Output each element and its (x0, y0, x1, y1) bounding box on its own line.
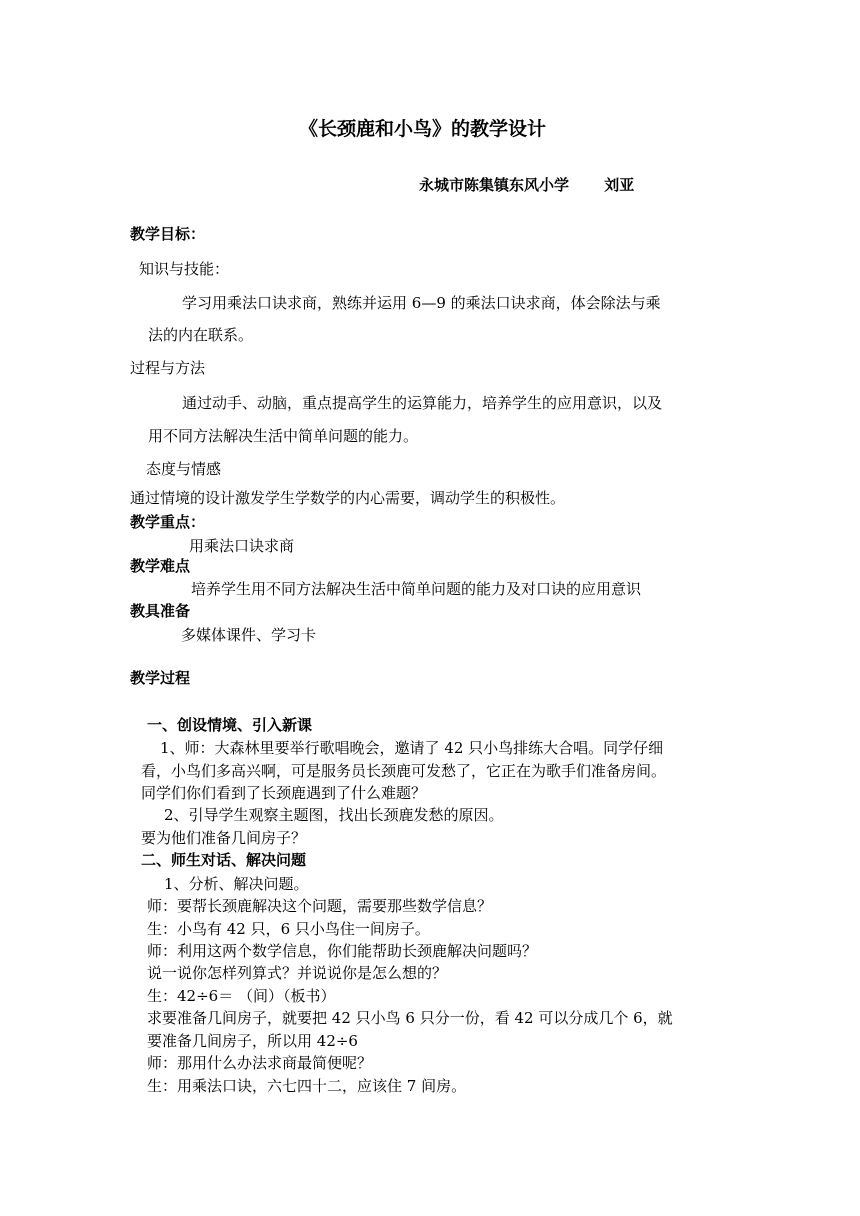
section-2-line-6: 生：42÷6＝ （间）（板书） (147, 987, 336, 1005)
section-1-line-5: 要为他们准备几间房子？ (141, 829, 307, 847)
section-2-line-5: 说一说你怎样列算式？并说说你是怎么想的？ (147, 964, 448, 982)
section-2-line-4: 师：利用这两个数学信息，你们能帮助长颈鹿解决问题吗？ (147, 942, 538, 960)
section-1-line-3: 同学们你们看到了长颈鹿遇到了什么难题？ (141, 784, 427, 802)
section-1-line-4: 2、引导学生观察主题图，找出长颈鹿发愁的原因。 (164, 806, 504, 824)
knowledge-text-line-1: 学习用乘法口诀求商，熟练并运用 6—9 的乘法口诀求商，体会除法与乘 (182, 294, 661, 312)
section-2-line-10: 生：用乘法口诀，六七四十二，应该住 7 间房。 (147, 1077, 467, 1095)
knowledge-text-line-2: 法的内在联系。 (148, 326, 254, 344)
section-2-line-2: 师：要帮长颈鹿解决这个问题，需要那些数学信息？ (147, 897, 493, 915)
section-1-line-1: 1、师：大森林里要举行歌唱晚会，邀请了 42 只小鸟排练大合唱。同学仔细 (160, 739, 664, 757)
key-point-text: 用乘法口诀求商 (189, 537, 295, 555)
section-2-heading: 二、师生对话、解决问题 (141, 851, 307, 869)
knowledge-heading: 知识与技能： (139, 260, 230, 278)
process-text-line-1: 通过动手、动脑，重点提高学生的运算能力，培养学生的应用意识，以及 (182, 394, 663, 412)
process-text-line-2: 用不同方法解决生活中简单问题的能力。 (148, 427, 419, 445)
section-2-line-1: 1、分析、解决问题。 (164, 875, 309, 893)
difficulty-text: 培养学生用不同方法解决生活中简单问题的能力及对口诀的应用意识 (191, 580, 642, 598)
section-1-line-2: 看，小鸟们多高兴啊，可是服务员长颈鹿可发愁了，它正在为歌手们准备房间。 (141, 762, 667, 780)
attitude-text: 通过情境的设计激发学生学数学的内心需要，调动学生的积极性。 (130, 489, 566, 507)
section-2-line-9: 师：那用什么办法求商最简便呢？ (147, 1054, 373, 1072)
document-title: 《长颈鹿和小鸟》的教学设计 (299, 118, 547, 140)
tools-text: 多媒体课件、学习卡 (181, 626, 317, 644)
key-point-heading: 教学重点： (130, 513, 206, 531)
author-line: 永城市陈集镇东风小学 刘亚 (419, 176, 635, 194)
process-main-heading: 教学过程 (130, 669, 191, 687)
section-2-line-8: 要准备几间房子，所以用 42÷6 (147, 1032, 358, 1050)
difficulty-heading: 教学难点 (130, 557, 191, 575)
section-2-line-3: 生：小鸟有 42 只，6 只小鸟住一间房子。 (147, 920, 430, 938)
tools-heading: 教具准备 (130, 602, 191, 620)
process-heading: 过程与方法 (130, 359, 206, 377)
goals-heading: 教学目标： (130, 225, 206, 243)
section-2-line-7: 求要准备几间房子，就要把 42 只小鸟 6 只分一份，看 42 可以分成几个 6，就 (147, 1009, 673, 1027)
attitude-heading: 态度与情感 (146, 460, 222, 478)
section-1-heading: 一、创设情境、引入新课 (147, 716, 313, 734)
